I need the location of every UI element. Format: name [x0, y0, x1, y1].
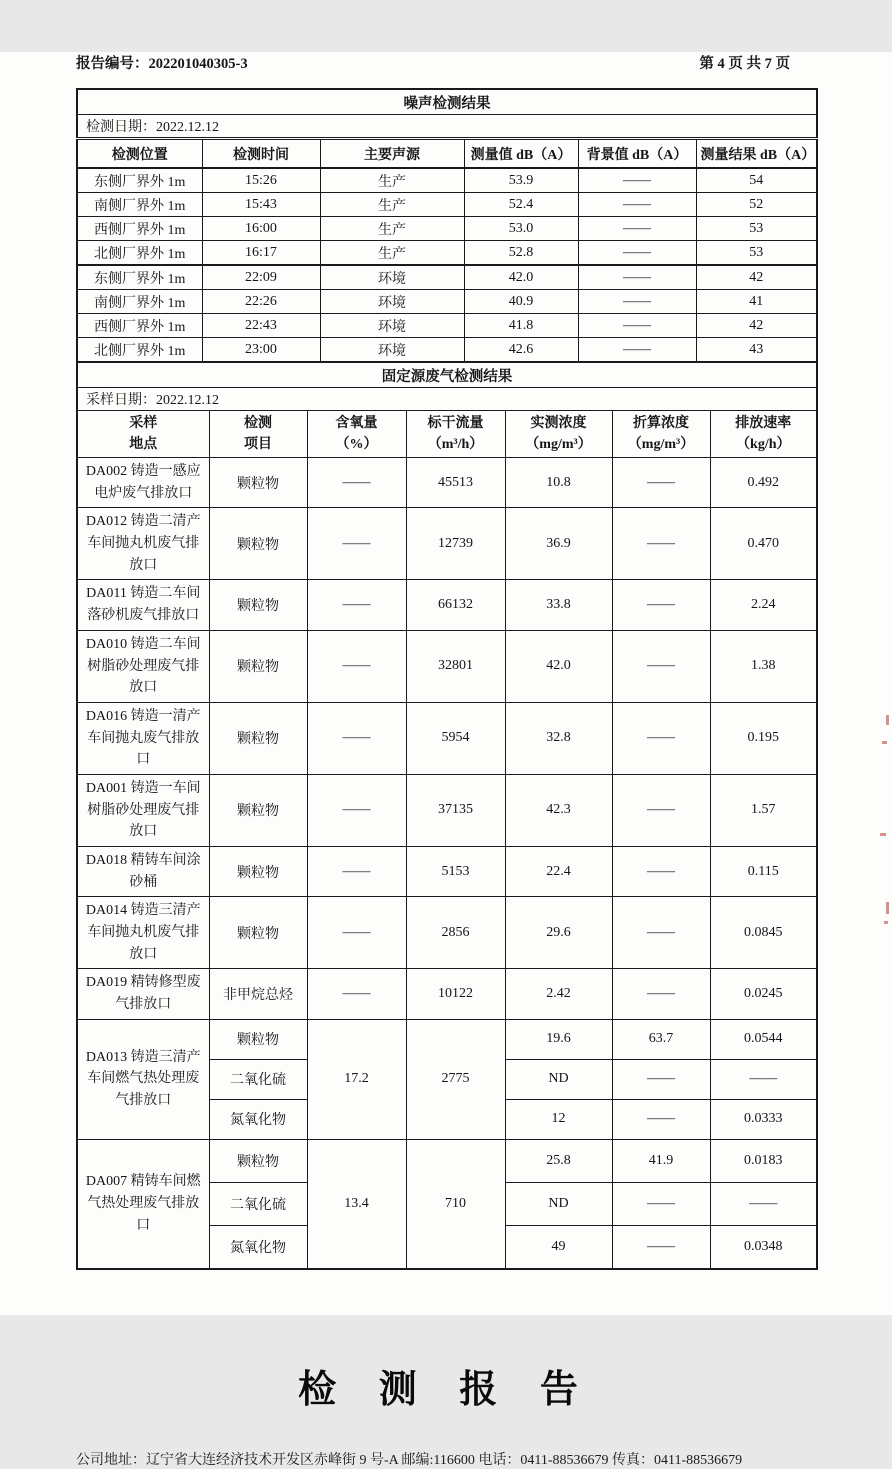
cell-rate: 1.57 [710, 774, 817, 846]
cell-flow: 5954 [406, 702, 505, 774]
gas-row [77, 774, 817, 846]
cell-measured: 53.9 [464, 168, 578, 193]
cell-measured: 41.8 [464, 314, 578, 338]
cell-measured: 25.8 [505, 1139, 612, 1182]
cell-measured: 42.6 [464, 338, 578, 363]
cell-rate: 1.38 [710, 630, 817, 702]
cell-measured: 12 [505, 1099, 612, 1139]
cell-flow: 10122 [406, 969, 505, 1019]
cell-position: 南侧厂界外 1m [77, 290, 202, 314]
cell-result: 54 [696, 168, 817, 193]
cell-rate: 2.24 [710, 580, 817, 630]
cell-oxygen: —— [307, 774, 406, 846]
cell-position: 北侧厂界外 1m [77, 241, 202, 266]
cell-source: 生产 [320, 217, 464, 241]
cell-measured: ND [505, 1182, 612, 1225]
noise-date-label: 检测日期：2022.12.12 [77, 115, 817, 139]
cell-location: DA012 铸造二清产车间抛丸机废气排放口 [77, 508, 209, 580]
cell-item: 颗粒物 [209, 897, 307, 969]
cell-background: —— [578, 314, 696, 338]
col-header-flow: 标干流量 （m³/h） [406, 411, 505, 458]
cell-position: 西侧厂界外 1m [77, 314, 202, 338]
cell-oxygen: —— [307, 630, 406, 702]
gas-table-title: 固定源废气检测结果 [77, 362, 817, 388]
col-header-emission-rate: 排放速率 （kg/h） [710, 411, 817, 458]
cell-item: 氮氧化物 [209, 1099, 307, 1139]
cell-rate: 0.195 [710, 702, 817, 774]
cell-position: 东侧厂界外 1m [77, 168, 202, 193]
cell-location: DA019 精铸修型废气排放口 [77, 969, 209, 1019]
cell-source: 环境 [320, 265, 464, 290]
gas-results-table [76, 361, 818, 1270]
cell-rate: 0.0245 [710, 969, 817, 1019]
cell-item: 颗粒物 [209, 847, 307, 897]
noise-header-row [77, 139, 817, 169]
cell-measured: 52.8 [464, 241, 578, 266]
cell-background: —— [578, 290, 696, 314]
col-header-item: 检测 项目 [209, 411, 307, 458]
cell-rate: 0.0333 [710, 1099, 817, 1139]
gas-group-row [77, 1019, 817, 1059]
gas-row [77, 702, 817, 774]
cell-result: 43 [696, 338, 817, 363]
gas-group-row [77, 1139, 817, 1182]
col-header-time: 检测时间 [202, 139, 320, 169]
scan-artifact-mark [880, 833, 886, 836]
cell-flow: 5153 [406, 847, 505, 897]
cell-measured: 32.8 [505, 702, 612, 774]
cell-rate: 0.492 [710, 458, 817, 508]
noise-row [77, 314, 817, 338]
cell-converted: —— [612, 580, 710, 630]
cell-source: 环境 [320, 314, 464, 338]
cell-measured: 19.6 [505, 1019, 612, 1059]
cell-background: —— [578, 193, 696, 217]
cell-source: 生产 [320, 241, 464, 266]
gas-row [77, 897, 817, 969]
cell-location: DA013 铸造三清产车间燃气热处理废气排放口 [77, 1019, 209, 1139]
cell-item: 颗粒物 [209, 702, 307, 774]
cell-location: DA018 精铸车间涂砂桶 [77, 847, 209, 897]
gas-row [77, 508, 817, 580]
noise-row [77, 217, 817, 241]
cell-time: 15:26 [202, 168, 320, 193]
cell-flow: 37135 [406, 774, 505, 846]
cell-measured: 42.0 [505, 630, 612, 702]
cell-background: —— [578, 338, 696, 363]
cell-source: 环境 [320, 338, 464, 363]
cell-oxygen: —— [307, 897, 406, 969]
col-header-background: 背景值 dB（A） [578, 139, 696, 169]
cell-time: 23:00 [202, 338, 320, 363]
noise-row [77, 241, 817, 266]
cell-result: 41 [696, 290, 817, 314]
gas-row [77, 580, 817, 630]
gas-row [77, 969, 817, 1019]
scan-artifact-mark [882, 741, 887, 744]
cell-rate: 0.0845 [710, 897, 817, 969]
cell-converted: —— [612, 702, 710, 774]
noise-row [77, 193, 817, 217]
noise-row [77, 338, 817, 363]
report-footer-title: 检 测 报 告 [298, 1368, 594, 1411]
cell-converted: —— [612, 1059, 710, 1099]
cell-result: 52 [696, 193, 817, 217]
cell-flow: 45513 [406, 458, 505, 508]
cell-time: 16:00 [202, 217, 320, 241]
scan-artifact-mark [884, 921, 888, 924]
cell-oxygen: —— [307, 458, 406, 508]
cell-item: 颗粒物 [209, 508, 307, 580]
noise-table-title: 噪声检测结果 [77, 89, 817, 115]
cell-oxygen: —— [307, 969, 406, 1019]
cell-background: —— [578, 241, 696, 266]
gas-row [77, 458, 817, 508]
cell-item: 非甲烷总烃 [209, 969, 307, 1019]
cell-time: 16:17 [202, 241, 320, 266]
cell-time: 15:43 [202, 193, 320, 217]
cell-measured: 29.6 [505, 897, 612, 969]
cell-flow: 2775 [406, 1019, 505, 1139]
noise-row [77, 168, 817, 193]
cell-position: 东侧厂界外 1m [77, 265, 202, 290]
cell-flow: 32801 [406, 630, 505, 702]
page-indicator: 第 4 页 共 7 页 [699, 56, 790, 72]
cell-oxygen: —— [307, 508, 406, 580]
cell-oxygen: —— [307, 580, 406, 630]
cell-oxygen: —— [307, 847, 406, 897]
cell-converted: —— [612, 969, 710, 1019]
cell-result: 53 [696, 241, 817, 266]
cell-flow: 710 [406, 1139, 505, 1269]
report-number: 报告编号：202201040305-3 [76, 56, 248, 72]
cell-measured: ND [505, 1059, 612, 1099]
cell-flow: 12739 [406, 508, 505, 580]
cell-converted: —— [612, 508, 710, 580]
cell-measured: 53.0 [464, 217, 578, 241]
noise-row [77, 265, 817, 290]
company-address: 公司地址：辽宁省大连经济技术开发区赤峰街 9 号-A 邮编:116600 电话：0411-88536679 传真：0411-88536679 [76, 1452, 743, 1468]
col-header-oxygen: 含氧量 （%） [307, 411, 406, 458]
cell-measured: 40.9 [464, 290, 578, 314]
cell-time: 22:09 [202, 265, 320, 290]
col-header-measured-conc: 实测浓度 （mg/m³） [505, 411, 612, 458]
cell-background: —— [578, 265, 696, 290]
cell-rate: 0.115 [710, 847, 817, 897]
report-page [0, 52, 892, 1468]
cell-converted: —— [612, 847, 710, 897]
cell-result: 42 [696, 314, 817, 338]
col-header-measured: 测量值 dB（A） [464, 139, 578, 169]
cell-measured: 42.0 [464, 265, 578, 290]
cell-converted: —— [612, 458, 710, 508]
cell-item: 颗粒物 [209, 580, 307, 630]
cell-time: 22:26 [202, 290, 320, 314]
cell-location: DA002 铸造一感应电炉废气排放口 [77, 458, 209, 508]
cell-item: 颗粒物 [209, 1019, 307, 1059]
cell-position: 西侧厂界外 1m [77, 217, 202, 241]
cell-rate: 0.0183 [710, 1139, 817, 1182]
cell-oxygen: 17.2 [307, 1019, 406, 1139]
cell-location: DA001 铸造一车间树脂砂处理废气排放口 [77, 774, 209, 846]
cell-measured: 2.42 [505, 969, 612, 1019]
scan-artifact-mark [886, 715, 889, 725]
cell-measured: 42.3 [505, 774, 612, 846]
cell-background: —— [578, 168, 696, 193]
cell-converted: —— [612, 897, 710, 969]
cell-item: 颗粒物 [209, 630, 307, 702]
cell-measured: 10.8 [505, 458, 612, 508]
cell-item: 颗粒物 [209, 774, 307, 846]
cell-location: DA010 铸造二车间树脂砂处理废气排放口 [77, 630, 209, 702]
cell-location: DA014 铸造三清产车间抛丸机废气排放口 [77, 897, 209, 969]
cell-measured: 49 [505, 1225, 612, 1269]
cell-item: 二氧化硫 [209, 1059, 307, 1099]
cell-oxygen: 13.4 [307, 1139, 406, 1269]
cell-rate: 0.0348 [710, 1225, 817, 1269]
cell-location: DA007 精铸车间燃气热处理废气排放口 [77, 1139, 209, 1269]
page-header [76, 52, 816, 73]
cell-oxygen: —— [307, 702, 406, 774]
cell-rate: —— [710, 1182, 817, 1225]
gas-header-row [77, 411, 817, 458]
col-header-position: 检测位置 [77, 139, 202, 169]
col-header-source: 主要声源 [320, 139, 464, 169]
cell-position: 北侧厂界外 1m [77, 338, 202, 363]
cell-position: 南侧厂界外 1m [77, 193, 202, 217]
cell-converted: —— [612, 630, 710, 702]
cell-source: 生产 [320, 193, 464, 217]
gas-date-label: 采样日期：2022.12.12 [77, 388, 817, 411]
cell-source: 生产 [320, 168, 464, 193]
cell-time: 22:43 [202, 314, 320, 338]
col-header-result: 测量结果 dB（A） [696, 139, 817, 169]
cell-result: 53 [696, 217, 817, 241]
cell-location: DA016 铸造一清产车间抛丸废气排放口 [77, 702, 209, 774]
cell-measured: 52.4 [464, 193, 578, 217]
cell-item: 二氧化硫 [209, 1182, 307, 1225]
cell-measured: 22.4 [505, 847, 612, 897]
cell-flow: 66132 [406, 580, 505, 630]
cell-converted: —— [612, 774, 710, 846]
cell-rate: 0.0544 [710, 1019, 817, 1059]
cell-converted: 63.7 [612, 1019, 710, 1059]
cell-converted: —— [612, 1182, 710, 1225]
col-header-converted-conc: 折算浓度 （mg/m³） [612, 411, 710, 458]
cell-result: 42 [696, 265, 817, 290]
cell-item: 颗粒物 [209, 458, 307, 508]
col-header-location: 采样 地点 [77, 411, 209, 458]
cell-rate: 0.470 [710, 508, 817, 580]
noise-results-table [76, 88, 818, 363]
cell-item: 颗粒物 [209, 1139, 307, 1182]
cell-converted: —— [612, 1225, 710, 1269]
cell-rate: —— [710, 1059, 817, 1099]
cell-location: DA011 铸造二车间落砂机废气排放口 [77, 580, 209, 630]
gas-row [77, 630, 817, 702]
noise-row [77, 290, 817, 314]
cell-measured: 33.8 [505, 580, 612, 630]
cell-background: —— [578, 217, 696, 241]
scan-artifact-mark [886, 902, 889, 914]
gas-row [77, 847, 817, 897]
cell-flow: 2856 [406, 897, 505, 969]
cell-source: 环境 [320, 290, 464, 314]
cell-converted: —— [612, 1099, 710, 1139]
cell-converted: 41.9 [612, 1139, 710, 1182]
cell-item: 氮氧化物 [209, 1225, 307, 1269]
cell-measured: 36.9 [505, 508, 612, 580]
